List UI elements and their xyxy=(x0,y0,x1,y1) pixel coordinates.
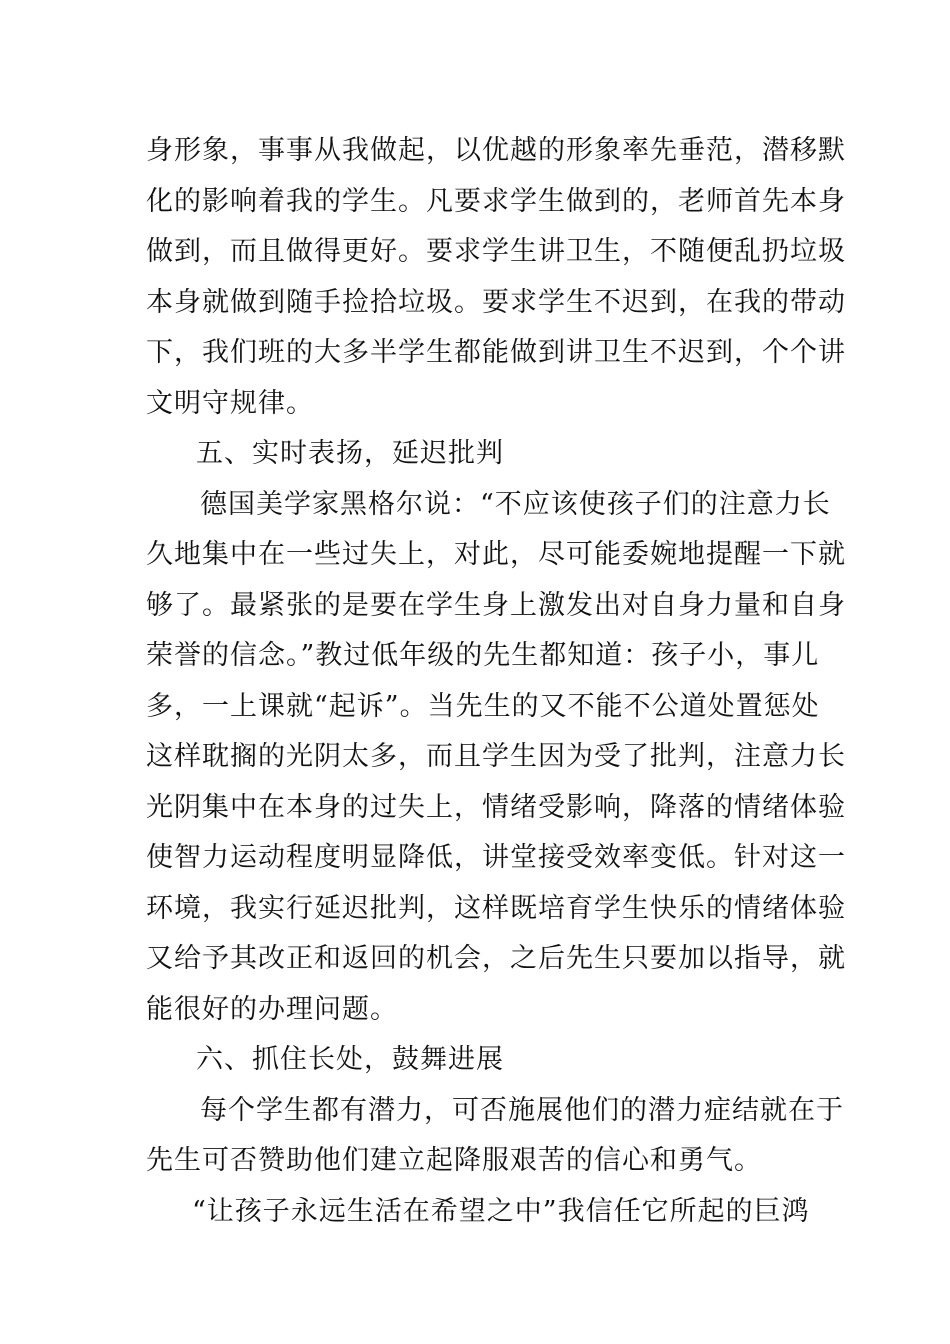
text-line: “让孩子永远生活在希望之中”我信任它所起的巨鸿 xyxy=(192,1195,810,1227)
text-line: 多，一上课就“起诉”。当先生的又不能不公道处置惩处 xyxy=(146,690,820,722)
text-line: 先生可否赞助他们建立起降服艰苦的信心和勇气。 xyxy=(146,1145,762,1176)
section-heading: 五、实时表扬，延迟批判 xyxy=(196,438,504,469)
section-heading: 六、抓住长处，鼓舞进展 xyxy=(196,1044,504,1075)
text-line: 能很好的办理问题。 xyxy=(146,993,398,1025)
text-line: 使智力运动程度明显降低，讲堂接受效率变低。针对这一 xyxy=(146,842,846,873)
text-line: 本身就做到随手捡拾垃圾。要求学生不迟到，在我的带动 xyxy=(146,286,846,318)
text-line: 光阴集中在本身的过失上，情绪受影响，降落的情绪体验 xyxy=(146,791,846,823)
text-line: 环境，我实行延迟批判，这样既培育学生快乐的情绪体验 xyxy=(146,892,846,924)
text-line: 这样耽搁的光阴太多，而且学生因为受了批判，注意力长 xyxy=(146,741,846,772)
text-line: 身形象，事事从我做起，以优越的形象率先垂范，潜移默 xyxy=(146,135,846,166)
body-text xyxy=(146,126,846,1237)
text-line: 做到，而且做得更好。要求学生讲卫生，不随便乱扔垃圾 xyxy=(146,236,846,267)
text-line: 每个学生都有潜力，可否施展他们的潜力症结就在于 xyxy=(200,1094,844,1126)
text-line: 久地集中在一些过失上，对此，尽可能委婉地提醒一下就 xyxy=(146,539,846,570)
text-line: 荣誉的信念。”教过低年级的先生都知道：孩子小，事儿 xyxy=(146,640,820,671)
text-line: 化的影响着我的学生。凡要求学生做到的，老师首先本身 xyxy=(146,185,846,217)
text-line: 够了。最紧张的是要在学生身上激发出对自身力量和自身 xyxy=(146,589,846,621)
text-line: 文明守规律。 xyxy=(146,387,314,419)
text-line: 又给予其改正和返回的机会，之后先生只要加以指导，就 xyxy=(146,943,846,974)
text-line: 下，我们班的大多半学生都能做到讲卫生不迟到，个个讲 xyxy=(146,337,846,368)
text-line: 德国美学家黑格尔说：“不应该使孩子们的注意力长 xyxy=(200,488,831,520)
